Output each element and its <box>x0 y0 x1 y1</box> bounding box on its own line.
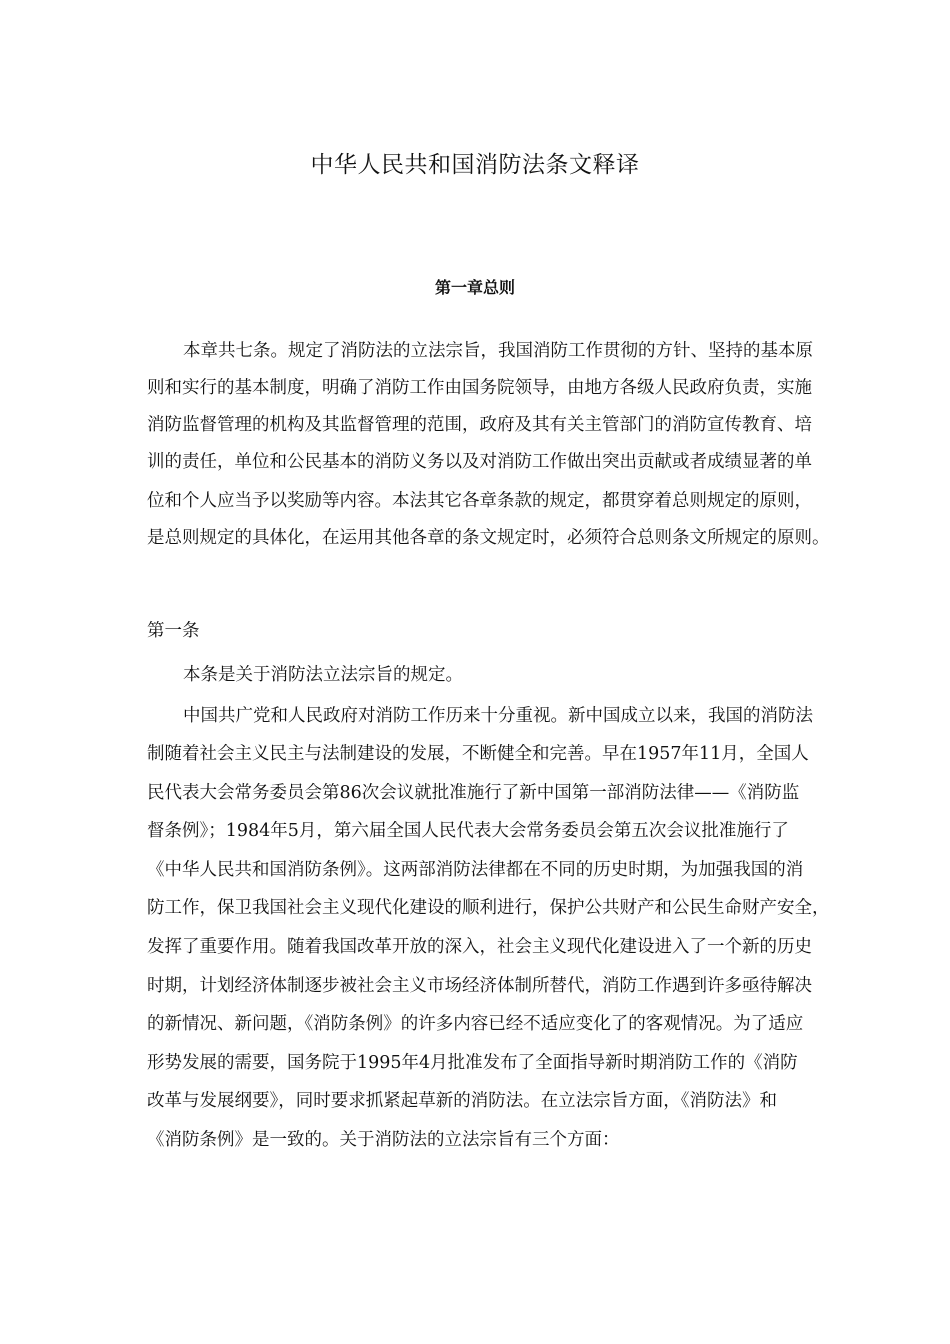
article-intro: 本条是关于消防法立法宗旨的规定。 <box>183 665 463 685</box>
article-heading: 第一条 <box>147 621 200 641</box>
chapter-summary-line: 训的责任，单位和公民基本的消防义务以及对消防工作做出突出贡献或者成绩显著的单 <box>147 452 812 472</box>
article-body-line: 制随着社会主义民主与法制建设的发展，不断健全和完善。早在1957年11月，全国人 <box>147 744 809 764</box>
article-body-line: 《中华人民共和国消防条例》。这两部消防法律都在不同的历史时期，为加强我国的消 <box>147 860 804 880</box>
article-body-line: 时期，计划经济体制逐步被社会主义市场经济体制所替代，消防工作遇到许多亟待解决 <box>147 976 812 996</box>
article-body-line: 的新情况、新问题，《消防条例》的许多内容已经不适应变化了的客观情况。为了适应 <box>147 1014 804 1034</box>
article-body-line: 《消防条例》是一致的。关于消防法的立法宗旨有三个方面： <box>147 1130 620 1150</box>
article-body-line: 民代表大会常务委员会第86次会议就批准施行了新中国第一部消防法律——《消防监 <box>147 783 800 803</box>
document-title: 中华人民共和国消防法条文释译 <box>310 152 640 178</box>
chapter-heading: 第一章总则 <box>434 278 515 297</box>
chapter-summary-line: 位和个人应当予以奖励等内容。本法其它各章条款的规定，都贯穿着总则规定的原则， <box>147 491 812 511</box>
chapter-summary-line: 消防监督管理的机构及其监督管理的范围，政府及其有关主管部门的消防宣传教育、培 <box>147 415 812 435</box>
chapter-summary-line: 本章共七条。规定了消防法的立法宗旨，我国消防工作贯彻的方针、坚持的基本原 <box>183 341 813 361</box>
article-body-line: 中国共广党和人民政府对消防工作历来十分重视。新中国成立以来，我国的消防法 <box>183 706 813 726</box>
chapter-summary-line: 则和实行的基本制度，明确了消防工作由国务院领导，由地方各级人民政府负责，实施 <box>147 378 812 398</box>
article-body-line: 改革与发展纲要》，同时要求抓紧起草新的消防法。在立法宗旨方面，《消防法》和 <box>147 1091 777 1111</box>
article-body-line: 督条例》；1984年5月，第六届全国人民代表大会常务委员会第五次会议批准施行了 <box>147 821 789 841</box>
article-body-line: 发挥了重要作用。随着我国改革开放的深入，社会主义现代化建设进入了一个新的历史 <box>147 937 812 957</box>
article-body-line: 防工作，保卫我国社会主义现代化建设的顺利进行，保护公共财产和公民生命财产安全， <box>147 898 830 918</box>
article-body-line: 形势发展的需要，国务院于1995年4月批准发布了全面指导新时期消防工作的《消防 <box>147 1053 798 1073</box>
chapter-summary-line: 是总则规定的具体化，在运用其他各章的条文规定时，必须符合总则条文所规定的原则。 <box>147 528 830 548</box>
